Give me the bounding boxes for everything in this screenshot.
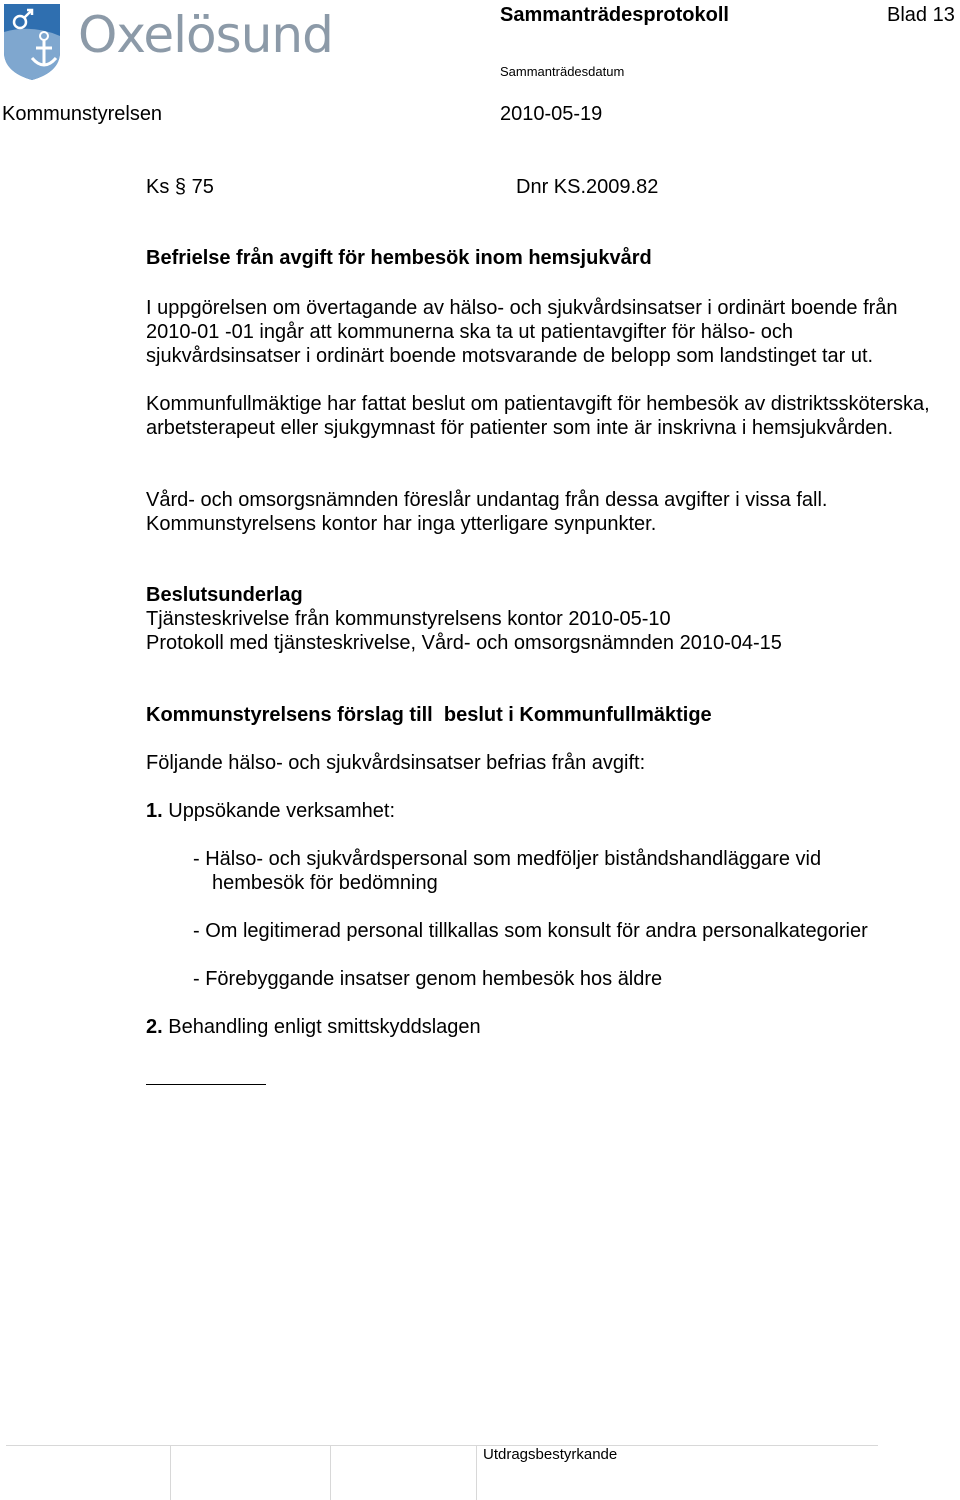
item-number: 2. (146, 1016, 163, 1038)
municipality-logo (2, 2, 342, 82)
section-title: Befrielse från avgift för hembesök inom hemsjukvård (146, 247, 652, 269)
bullet-item-continuation: hembesök för bedömning (212, 872, 438, 894)
meeting-date-label: Sammanträdesdatum (500, 64, 625, 79)
document-type: Sammanträdesprotokoll (500, 4, 729, 26)
certification-label: Utdragsbestyrkande (483, 1446, 618, 1463)
governing-body: Kommunstyrelsen (2, 103, 163, 125)
item-text: Uppsökande verksamhet: (162, 800, 396, 822)
meeting-date: 2010-05-19 (500, 103, 603, 125)
footer-column-divider (330, 1446, 331, 1500)
footer-column-divider (170, 1446, 171, 1500)
sheet-number: Blad 13 (887, 4, 955, 26)
signature-line (146, 1084, 266, 1085)
item-number: 1. (146, 800, 163, 822)
proposal-item (146, 1016, 481, 1039)
diary-number: Dnr KS.2009.82 (516, 176, 659, 198)
paragraph: Vård- och omsorgsnämnden föreslår undantag från dessa avgifter i vissa fall. Kommunstyrelsens kontor har inga ytterligare synpunkter. (146, 489, 828, 535)
decision-basis-heading: Beslutsunderlag (146, 584, 303, 606)
case-number: Ks § 75 (146, 176, 214, 198)
proposal-heading: Kommunstyrelsens förslag till beslut i Kommunfullmäktige (146, 704, 712, 726)
basis-document: Tjänsteskrivelse från kommunstyrelsens kontor 2010-05-10 (146, 608, 671, 630)
bullet-item: - Förebyggande insatser genom hembesök hos äldre (193, 968, 663, 990)
bullet-item: - Hälso- och sjukvårdspersonal som medföljer biståndshandläggare vid (193, 848, 822, 870)
bullet-item: - Om legitimerad personal tillkallas som konsult för andra personalkategorier (193, 920, 868, 942)
proposal-intro: Följande hälso- och sjukvårdsinsatser befrias från avgift: (146, 752, 646, 774)
basis-document: Protokoll med tjänsteskrivelse, Vård- och omsorgsnämnden 2010-04-15 (146, 632, 782, 654)
footer-column-divider (476, 1446, 477, 1500)
proposal-item (146, 800, 395, 823)
item-text: Behandling enligt smittskyddslagen (162, 1016, 481, 1038)
footer-divider (6, 1445, 878, 1446)
paragraph: I uppgörelsen om övertagande av hälso- och sjukvårdsinsatser i ordinärt boende från 2010-01 -01 ingår att kommunerna ska ta ut patientavgifter för hälso- och sjukvårdsinsatser i ordinärt boende motsvarande de belopp som landstinget tar ut. (146, 297, 898, 367)
paragraph: Kommunfullmäktige har fattat beslut om patientavgift för hembesök av distriktssköterska, arbetsterapeut eller sjukgymnast för patienter som inte är inskrivna i hemsjukvården. (146, 393, 930, 439)
logo-wordmark: Oxelösund (78, 6, 333, 64)
